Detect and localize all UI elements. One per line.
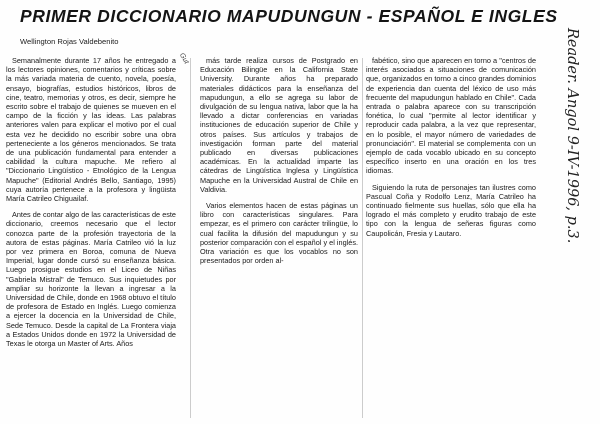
paragraph: Siguiendo la ruta de personajes tan ilustres como Pascual Coña y Rodolfo Lenz, María Catrileo ha continuado fielmente sus huellas, sólo que ella ha logrado el más completo y erudito trabajo de este tipo con la lengua de señeras figuras como Caupolicán, Fresia y Lautaro. <box>366 182 536 238</box>
column-divider <box>362 58 363 418</box>
article-column-3 <box>366 56 536 424</box>
article-headline: PRIMER DICCIONARIO MAPUDUNGUN - ESPAÑOL E INGLES <box>20 6 558 26</box>
column-divider <box>190 58 191 418</box>
paragraph: Antes de contar algo de las características de este diccionario, creemos necesario que el lector conozca parte de la profesión trayectoria de la autora de estas páginas. María Catrileo vió la luz por vez primera en Boroa, comuna de Nueva Imperial, lugar donde cursó su enseñanza básica. Luego prosigue estudios en el Liceo de Niñas "Gabriela Mistral" de Temuco. Sus inquietudes por ampliar su horizonte la llevan a ingresar a la Universidad de Chile, donde en 1968 obtuvo el título de profesora de Estado en Inglés. Luego comienza a ejercer la docencia en la Universidad de Chile, Sede Temuco. Desde la capital de La Frontera viaja a Estados Unidos donde en 1972 la Universidad de Texas le otorga un Master of Arts. Años <box>6 210 176 349</box>
article-column-2 <box>200 56 358 424</box>
photo-caption: Gut <box>177 52 190 66</box>
article-column-1 <box>6 56 176 424</box>
author-byline: Wellington Rojas Valdebenito <box>20 37 119 46</box>
paragraph: Semanalmente durante 17 años he entregado a los lectores opiniones, comentarios y críticas sobre la más variada materia de cuento, novela, poesía, ensayo, biografías, estudios históricos, libros de cine, teatro, memorias y otros, es decir, siempre he escrito sobre el trabajo de quienes se mueven en el campo de la ficción y las ideas. Las palabras anteriores valen para explicar el motivo por el cual esta vez he decidido no escribir sobre una obra perteneciente a los géneros mencionados. Se trata de una publicación fundamental para entender a cabilidad la cultura mapuche. Me refiero al "Diccionario Lingüístico - Etnológico de la Lengua Mapuche" (Editorial Andrés Bello, Santiago, 1995) cuya autoría pertenece a la profesora y lingüista María Catrileo Chiguailaf. <box>6 56 176 204</box>
paragraph: más tarde realiza cursos de Postgrado en Educación Bilingüe en la California State University. Durante años ha preparado materiales didácticos para la enseñanza del mapudungun, a ello se agrega su labor de divulgación de su lengua nativa, labor que la ha llevado a dictar conferencias en variadas instituciones de educación superior de Chile y otros países. Sus artículos y trabajos de investigación forman parte del material publicado en diversas publicaciones académicas. En la actualidad imparte las cátedras de Lingüística Inglesa y Lingüística Mapuche en la Universidad Austral de Chile en Valdivia. <box>200 56 358 194</box>
paragraph: fabético, sino que aparecen en torno a "centros de interés asociados a situaciones de comunicación que, organizados en torno a cinco grandes dominios de experiencia dan cuenta del léxico de uso más frecuente del mapudungun hablado en Chile". Cada entrada o palabra aparece con su transcripción fonética, lo cual "permite al lector identificar y reproducir cada palabra, a la vez que representar, en lo posible, el mayor número de variedades de pronunciación". El material se complementa con un ejemplo de cada vocablo ubicado en su concepto específico inserto en una oración en los tres idiomas. <box>366 56 536 176</box>
handwritten-note-text: Reader. Angol 9-IV-1996, p.3. <box>564 28 580 244</box>
paragraph: Varios elementos hacen de estas páginas un libro con características singulares. Para empezar, es el primero con carácter trilingüe, lo cual facilita la difusión del mapudungun y su posterior comparación con el español y el inglés. Otra variación es que los vocablos no son presentados por orden al- <box>200 201 358 266</box>
handwritten-source-note <box>552 28 600 388</box>
